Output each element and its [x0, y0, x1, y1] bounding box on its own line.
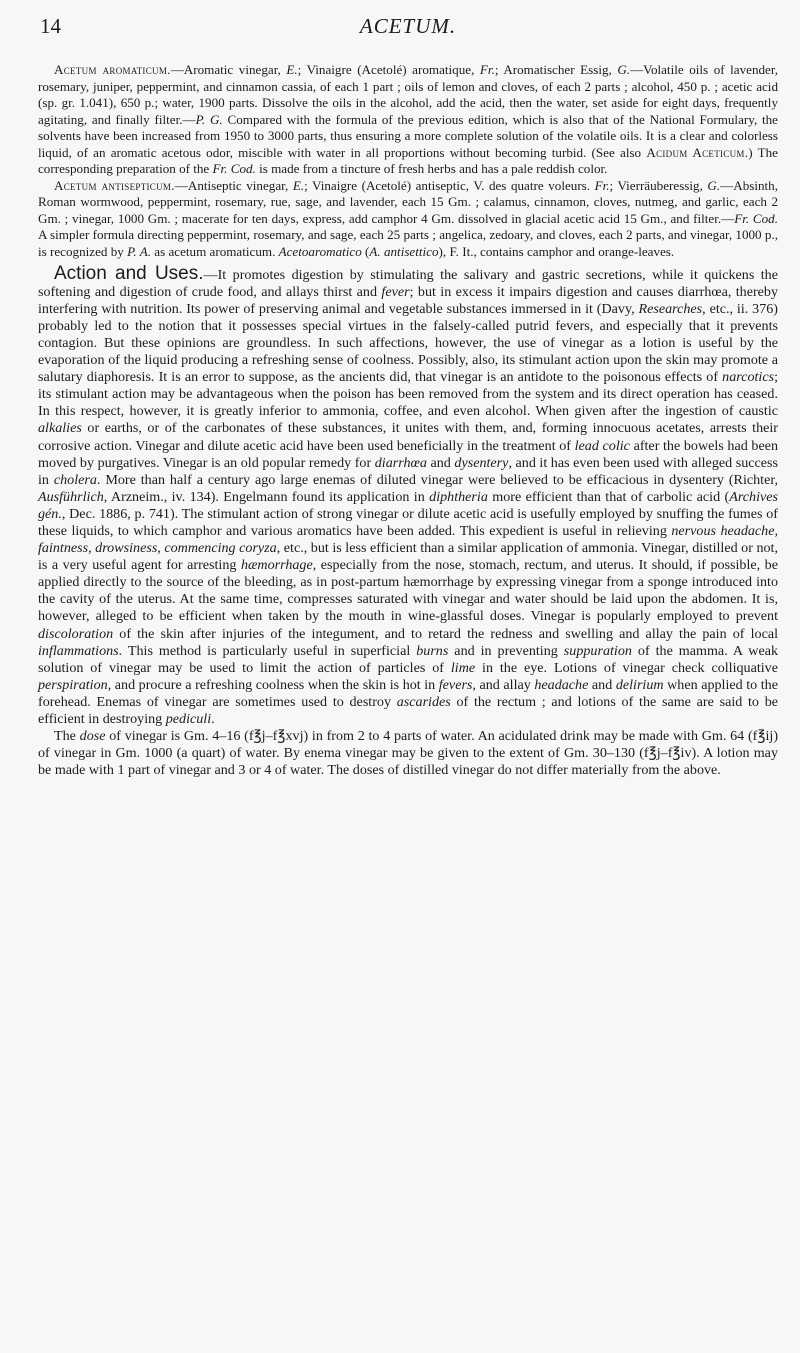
paragraph-acetum-aromaticum: Acetum aromaticum.—Aromatic vinegar, E.; Vinaigre (Acetolé) aromatique, Fr.; Aromatischer Essig, G.—Volatile oils of lavender, rosemary, juniper, peppermint, and cinnamon cassia, of each 1 part ; oils of lemon and cloves, of each 2 parts ; alcohol, 450 p. ; acetic acid (sp. gr. 1.041), 650 p.; water, 1900 parts. Dissolve the oils in the alcohol, add the acid, then the water, set aside for eight days, frequently agitating, and finally filter.—P. G. Compared with the formula of the previous edition, which is also that of the National Formulary, the solvents have been increased from 1950 to 3000 parts, thus ensuring a more complete solution of the volatile oils. It is a clear and colorless liquid, of an aromatic acetous odor, miscible with water in all proportions without becoming turbid. (See also Acidum Aceticum.) The corresponding preparation of the Fr. Cod. is made from a tincture of fresh herbs and has a pale reddish color.: [38, 62, 778, 177]
running-title: ACETUM.: [359, 14, 457, 38]
page-number: 14: [40, 14, 61, 38]
paragraph-dose: The dose of vinegar is Gm. 4–16 (f℥j–f℥xvj) in from 2 to 4 parts of water. An acidulated drink may be made with Gm. 64 (f℥ij) of vinegar in Gm. 1000 (a quart) of water. By enema vinegar may be given to the extent of Gm. 30–130 (f℥j–f℥iv). A lotion may be made with 1 part of vinegar and 3 or 4 of water. The doses of distilled vinegar do not differ materially from the above.: [38, 728, 779, 779]
page-header: [38, 14, 778, 48]
paragraph-acetum-antisepticum: Acetum antisepticum.—Antiseptic vinegar, E.; Vinaigre (Acetolé) antiseptic, V. des quatre voleurs. Fr.; Vierräuberessig, G.—Absinth, Roman wormwood, peppermint, rosemary, rue, sage, and lavender, each 15 Gm. ; calamus, cinnamon, cloves, nutmeg, and garlic, each 2 Gm. ; vinegar, 1000 Gm. ; macerate for ten days, express, add camphor 4 Gm. dissolved in glacial acetic acid 15 Gm., and filter.—Fr. Cod. A simpler formula directing peppermint, rosemary, and sage, each 25 parts ; angelica, zedoary, and cloves, each 2 parts, and vinegar, 1000 p., is recognized by P. A. as acetum aromaticum. Acetoaromatico (A. antisettico), F. It., contains camphor and orange-leaves.: [38, 177, 778, 260]
article-body: [38, 62, 778, 261]
cross-reference: Acidum Aceticum.: [646, 144, 749, 160]
paragraph-action-and-uses: Action and Uses.—It promotes digestion by stimulating the salivary and gastric secretions, while it quickens the softening and digestion of crude food, and allays thirst and fever; but in excess it impairs digestion and causes diarrhœa, thereby interfering with nutrition. Its power of preserving animal and vegetable substances immersed in it (Davy, Researches, etc., ii. 376) probably led to the notion that it possesses special virtues in the falsely-called putrid fevers, and especially that it prevents contagion. But these opinions are groundless. In such affections, however, the use of vinegar as a lotion is useful by the evaporation of the liquid producing a refreshing sense of coolness. Possibly, also, its stimulant action upon the skin may promote a salutary diaphoresis. It is an error to suppose, as the ancients did, that vinegar is an antidote to the poisonous effects of narcotics; its stimulant action may be advantageous when the poison has been removed from the system and its direct operation has ceased. In this respect, however, it is greatly inferior to ammonia, coffee, and even alcohol. When given after the ingestion of caustic alkalies or earths, or of the carbonates of these substances, it unites with them, and, forming innocuous acetates, arrests their corrosive action. Vinegar and dilute acetic acid have been used beneficially in the treatment of lead colic after the bowels had been moved by purgatives. Vinegar is an old popular remedy for diarrhœa and dysentery, and it has even been used with alleged success in cholera. More than half a century ago large enemas of diluted vinegar were believed to be efficacious in dysentery (Richter, Ausführlich, Arzneim., iv. 134). Engelmann found its application in diphtheria more efficient than that of carbolic acid (Archives gén., Dec. 1886, p. 741). The stimulant action of strong vinegar or dilute acetic acid is usefully employed by snuffing the fumes of these liquids, to which camphor and various aromatics have been added. This expedient is useful in relieving nervous headache, faintness, drowsiness, commencing coryza, etc., but is less efficient than a similar application of ammonia. Vinegar, distilled or not, is a very useful agent for arresting hæmorrhage, especially from the nose, stomach, rectum, and uterus. It should, if possible, be applied directly to the source of the bleeding, as in post-partum hæmorrhage by expressing vinegar from a sponge introduced into the cavity of the uterus. At the same time, compresses saturated with vinegar and water should be laid upon the abdomen. It is, however, alleged to be efficient when taken by the mouth in wine-glassful doses. Vinegar is popularly employed to prevent discoloration of the skin after injuries of the integument, and to retard the redness and swelling and allay the pain of local inflammations. This method is particularly useful in superficial burns and in preventing suppuration of the mamma. A weak solution of vinegar may be used to limit the action of particles of lime in the eye. Lotions of vinegar check colliquative perspiration, and procure a refreshing coolness when the skin is hot in fevers, and allay headache and delirium when applied to the forehead. Enemas of vinegar are sometimes used to destroy ascarides of the rectum ; and lotions of the same are said to be efficient in destroying pediculi.: [38, 262, 779, 727]
entry-title: Acetum antisepticum.: [54, 177, 175, 193]
action-and-uses-section: [38, 262, 779, 780]
page: [38, 0, 778, 779]
section-heading: Action and Uses.: [54, 262, 204, 284]
entry-title: Acetum aromaticum.: [54, 62, 171, 77]
